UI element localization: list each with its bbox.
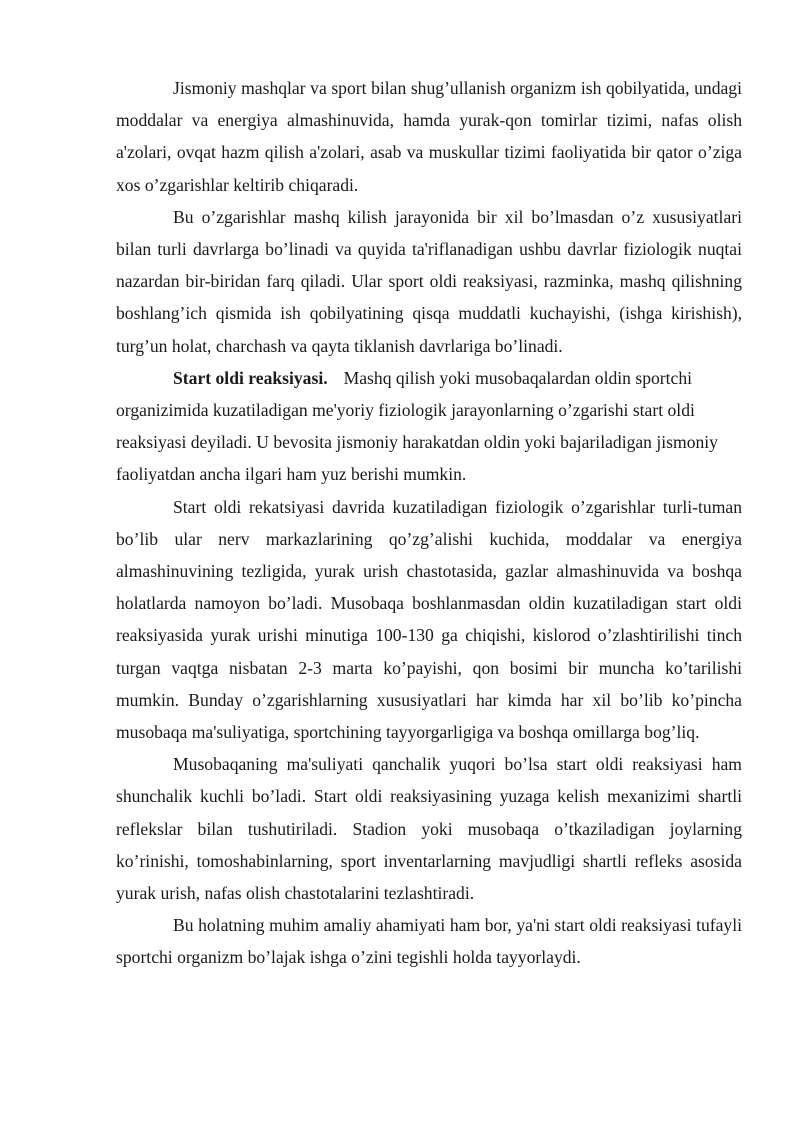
paragraph-periods: Bu o’zgarishlar mashq kilish jarayonida bir xil bo’lmasdan o’z xususiyatlari bilan turli davrlarga bo’linadi va quyida ta'riflanadigan ushbu davrlar fiziologik nuqtai nazardan bir-biridan farq qiladi. Ular sport oldi reaksiyasi, razminka, mashq qilishning boshlang’ich qismida ish qobilyatining qisqa muddatli kuchayishi, (ishga kirishish), turg’un holat, charchash va qayta tiklanish davrlariga bo’linadi. [116, 206, 742, 356]
paragraph-practical-importance: Bu holatning muhim amaliy ahamiyati ham bor, ya'ni start oldi reaksiyasi tufayli sportchi organizm bo’lajak ishga o’zini tegishli holda tayyorlaydi. [116, 915, 742, 968]
section-heading: Start oldi reaksiyasi. [173, 367, 328, 388]
paragraph-physiological-changes: Start oldi rekatsiyasi davrida kuzatiladigan fiziologik o’zgarishlar turli-tuman bo’lib ular nerv markazlarining qo’zg’alishi kuchida, moddalar va energiya almashinuvining tezligida, yurak urish chastotasida, gazlar almashinuvida va boshqa holatlarda namoyon bo’ladi. Musobaqa boshlanmasdan oldin kuzatiladigan start oldi reaksiyasida yurak urishi minutiga 100-130 ga chiqishi, kislorod o’zlashtirilishi tinch turgan vaqtga nisbatan 2-3 marta ko’payishi, qon bosimi bir muncha ko’tarilishi mumkin. Bunday o’zgarishlarning xususiyatlari har kimda har xil bo’lib ko’pincha musobaqa ma'suliyatiga, sportchining tayyorgarligiga va boshqa omillarga bog’liq. [116, 496, 742, 743]
paragraph-intro: Jismoniy mashqlar va sport bilan shug’ullanish organizm ish qobilyatida, undagi moddalar va energiya almashinuvida, hamda yurak-qon tomirlar tizimi, nafas olish a'zolari, ovqat hazm qilish a'zolari, asab va muskullar tizimi faoliyatida bir qator o’ziga xos o’zgarishlar keltirib chiqaradi. [116, 78, 742, 195]
paragraph-responsibility: Musobaqaning ma'suliyati qanchalik yuqori bo’lsa start oldi reaksiyasi ham shunchalik kuchli bo’ladi. Start oldi reaksiyasining yuzaga kelish mexanizimi shartli reflekslar bilan tushutiriladi. Stadion yoki musobaqa o’tkaziladigan joylarning ko’rinishi, tomoshabinlarning, sport inventarlarning mavjudligi shartli refleks asosida yurak urish, nafas olish chastotalarini tezlashtiradi. [116, 754, 742, 904]
paragraph-start-reaction [116, 362, 742, 491]
paragraph-start-reaction-text: Mashq qilish yoki musobaqalardan oldin sportchi organizimida kuzatiladigan me'yoriy fiziologik jarayonlarning o’zgarishi start oldi reaksiyasi deyiladi. U bevosita jismoniy harakatdan oldin yoki bajariladigan jismoniy faoliyatdan ancha ilgari ham yuz berishi mumkin. [116, 367, 718, 485]
document-page [116, 72, 742, 974]
